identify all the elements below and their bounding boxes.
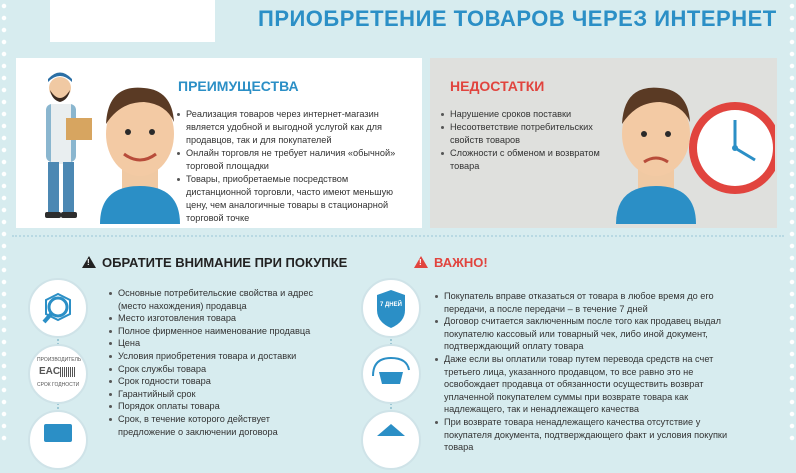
advantages-card <box>16 58 422 228</box>
shield-badge-text: 7 ДНЕЙ <box>380 302 402 308</box>
shelf-life-label: СРОК ГОДНОСТИ <box>37 382 80 388</box>
list-item: Условия приобретения товара и доставки <box>108 350 318 363</box>
list-item: Сложности с обменом и возвратом товара <box>440 147 615 173</box>
attention-list <box>108 287 318 438</box>
happy-man-avatar <box>100 74 180 224</box>
shield-7-days-icon <box>361 278 421 338</box>
warning-icon <box>82 256 96 268</box>
disadvantages-title: НЕДОСТАТКИ <box>450 78 545 94</box>
list-item: Онлайн торговля не требует наличия «обычной» торговой площадки <box>176 147 412 173</box>
list-item: Место изготовления товара <box>108 312 318 325</box>
list-item: Основные потребительские свойства и адрес (место нахождения) продавца <box>108 287 318 312</box>
list-item: Несоответствие потребительских свойств товаров <box>440 121 615 147</box>
attention-title: ОБРАТИТЕ ВНИМАНИЕ ПРИ ПОКУПКЕ <box>102 255 348 270</box>
logo-placeholder <box>50 0 215 42</box>
disadvantages-card <box>430 58 777 228</box>
basket-return-icon <box>361 344 421 404</box>
important-list <box>434 290 732 454</box>
product-label-icon <box>28 344 88 404</box>
payment-card-icon <box>28 410 88 470</box>
worried-man-avatar <box>616 74 696 224</box>
barcode-icon <box>60 367 76 377</box>
important-title: ВАЖНО! <box>434 255 488 270</box>
warning-icon <box>414 256 428 268</box>
disadvantages-list <box>440 108 615 173</box>
eac-mark: EAC <box>39 366 61 377</box>
list-item: Покупатель вправе отказаться от товара в любое время до его передачи, а после передачи – в течение 7 дней <box>434 290 732 315</box>
clock-icon <box>685 88 775 208</box>
list-item: Порядок оплаты товара <box>108 400 318 413</box>
envelope-icon <box>361 410 421 470</box>
list-item: Товары, приобретаемые посредством дистанционной торговли, часто имеют меньшую цену, чем аналогичные товары в стационарной торговой точке <box>176 173 412 225</box>
list-item: Срок службы товара <box>108 363 318 376</box>
list-item: Срок, в течение которого действует предложение о заключении договора <box>108 413 318 438</box>
advantages-title: ПРЕИМУЩЕСТВА <box>178 78 299 94</box>
list-item: Даже если вы оплатили товар путем перевода средств на счет третьего лица, указанного продавцом, то все равно это не освобождает продавца от обязанности осуществить возврат уплаченной покупателем суммы при возврате товара как надлежащего, так и ненадлежащего качества <box>434 353 732 416</box>
list-item: Цена <box>108 337 318 350</box>
list-item: Договор считается заключенным после того как продавец выдал покупателю кассовый или товарный чек, либо иной документ, подтверждающий оплату товара <box>434 315 732 353</box>
manufacturer-label: ПРОИЗВОДИТЕЛЬ <box>37 357 82 363</box>
advantages-list <box>176 108 412 225</box>
list-item: При возврате товара ненадлежащего качества отсутствие у покупателя документа, подтверждающего факт и условия покупки товара <box>434 416 732 454</box>
perforated-edge-right <box>788 0 796 445</box>
magnifier-box-icon <box>28 278 88 338</box>
page-title: ПРИОБРЕТЕНИЕ ТОВАРОВ ЧЕРЕЗ ИНТЕРНЕТ <box>258 6 777 31</box>
courier-illustration <box>26 66 96 226</box>
attention-heading <box>102 255 347 270</box>
list-item: Гарантийный срок <box>108 388 318 401</box>
list-item: Реализация товаров через интернет-магазин является удобной и выгодной услугой как для продавцов, так и для покупателей <box>176 108 412 147</box>
perforated-edge-left <box>0 0 8 445</box>
list-item: Нарушение сроков поставки <box>440 108 615 121</box>
important-heading <box>434 255 488 270</box>
list-item: Срок годности товара <box>108 375 318 388</box>
list-item: Полное фирменное наименование продавца <box>108 325 318 338</box>
section-divider <box>12 235 784 237</box>
